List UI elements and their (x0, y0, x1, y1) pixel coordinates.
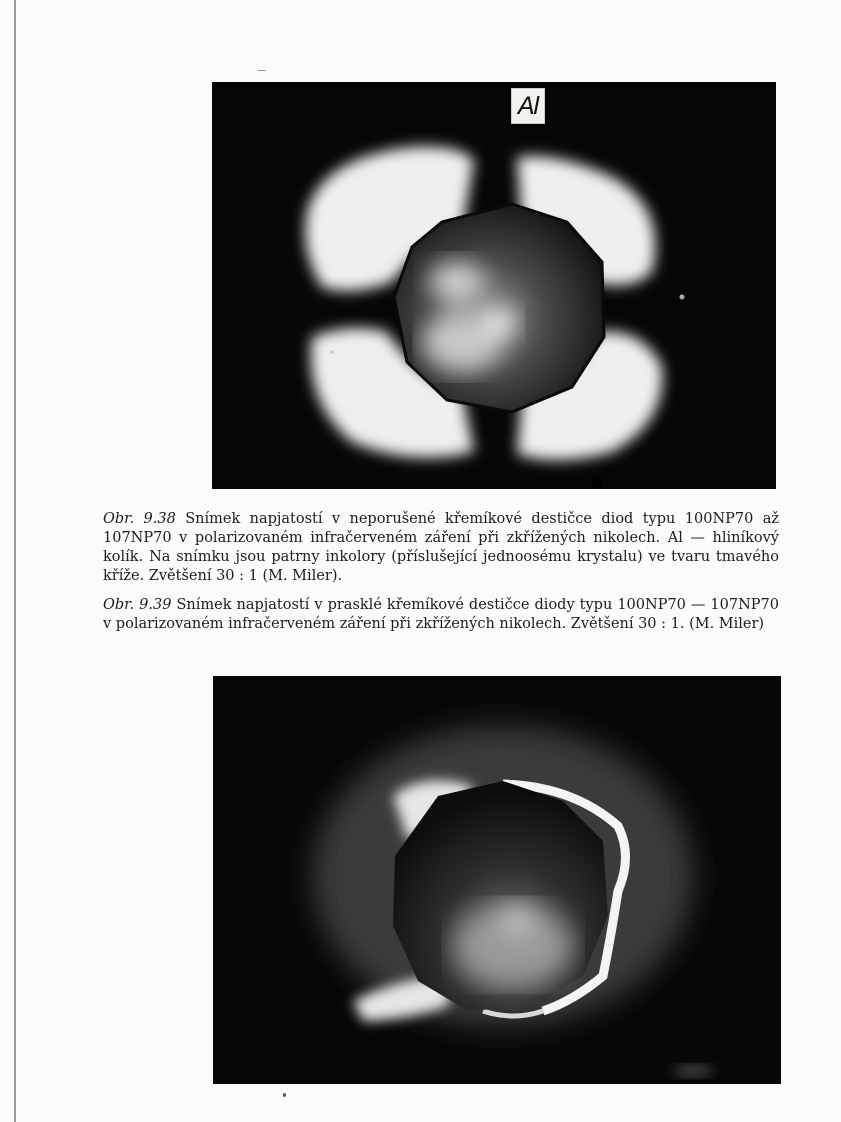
figure-9-38-caption (103, 510, 779, 586)
figure-9-38-number: Obr. 9.38 (103, 511, 176, 527)
figure-9-39-photo (213, 676, 781, 1084)
figure-9-39-text: Snímek napjatostí v prasklé křemíkové destičce diody typu 100NP70 — 107NP70 v polarizovaném infračerveném záření při zkřížených nikolech. Zvětšení 30 : 1. (M. Miler) (103, 597, 780, 632)
figure-9-38-photo (212, 82, 776, 489)
print-speck (258, 70, 266, 71)
print-speck (283, 1093, 286, 1097)
figure-9-38-text: Snímek napjatostí v neporušené křemíkové destičce diod typu 100NP70 až 107NP70 v polarizovaném infračerveném záření při zkřížených nikolech. Al — hliníkový kolík. Na snímku jsou patrny inkolory (příslušející jednoosému krystalu) ve tvaru tmavého kříže. Zvětšení 30 : 1 (M. Miler). (103, 511, 780, 584)
figure-9-39-caption (103, 596, 779, 634)
figure-9-39-number: Obr. 9.39 (103, 597, 172, 613)
aluminium-pin-label: Al (511, 88, 545, 124)
page-binding-edge (14, 0, 16, 1122)
